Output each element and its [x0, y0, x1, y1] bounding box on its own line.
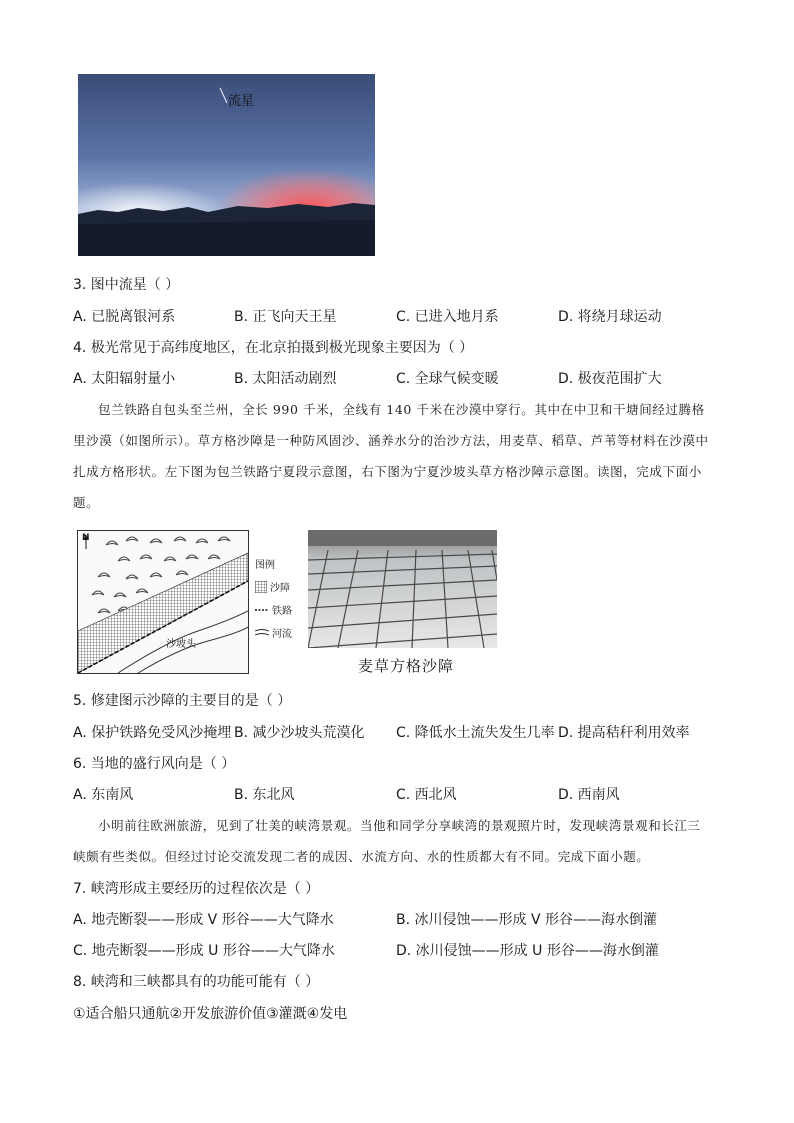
- q5-option-b[interactable]: B. 减少沙坡头荒漠化: [234, 725, 365, 741]
- question-5-stem: 5. 修建图示沙障的主要目的是（ ）: [73, 693, 292, 709]
- straw-barrier-caption: 麦草方格沙障: [358, 657, 455, 675]
- q3-option-b[interactable]: B. 正飞向天王星: [234, 309, 337, 325]
- question-7-stem: 7. 峡湾形成主要经历的过程依次是（ ）: [73, 881, 320, 897]
- legend-row-railway: [255, 602, 305, 617]
- north-label: N: [82, 533, 90, 543]
- q3-option-d[interactable]: D. 将绕月球运动: [558, 309, 662, 325]
- question-6-stem: 6. 当地的盛行风向是（ ）: [73, 756, 236, 772]
- question-3-stem: 3. 图中流星（ ）: [73, 277, 180, 293]
- place-label-shapotou: 沙坡头: [166, 639, 196, 650]
- railway-map: [77, 530, 249, 674]
- legend-row-barrier: [255, 579, 305, 594]
- meteor-label: 流星: [228, 94, 255, 109]
- legend-barrier-label: 沙障: [270, 583, 290, 594]
- passage-railway: 包兰铁路自包头至兰州，全长 990 千米，全线有 140 千米在沙漠中穿行。其中在中卫和干塘间经过腾格里沙漠（如图所示）。草方格沙障是一种防风固沙、涵养水分的治沙方法，用麦草、稻草、芦苇等材料在沙漠中扎成方格形状。左下图为包兰铁路宁夏段示意图，右下图为宁夏沙坡头草方格沙障示意图。读图，完成下面小题。: [73, 402, 709, 510]
- q3-option-a[interactable]: A. 已脱离银河系: [73, 309, 176, 325]
- question-8-stem: 8. 峡湾和三峡都具有的功能可能有（ ）: [73, 974, 320, 990]
- q4-option-a[interactable]: A. 太阳辐射量小: [73, 371, 176, 387]
- q7-option-a[interactable]: A. 地壳断裂——形成 V 形谷——大气降水: [73, 912, 334, 928]
- meteor-photo: [78, 74, 375, 256]
- q3-option-c[interactable]: C. 已进入地月系: [396, 309, 499, 325]
- meteor-aurora-image: [78, 74, 375, 256]
- q7-option-c[interactable]: C. 地壳断裂——形成 U 形谷——大气降水: [73, 943, 335, 959]
- q4-option-b[interactable]: B. 太阳活动剧烈: [234, 371, 337, 387]
- map-legend: [255, 556, 305, 640]
- q7-option-d[interactable]: D. 冰川侵蚀——形成 U 形谷——海水倒灌: [396, 943, 659, 959]
- q5-option-c[interactable]: C. 降低水土流失发生几率: [396, 725, 555, 741]
- straw-grid-image: [308, 530, 497, 648]
- q6-option-d[interactable]: D. 西南风: [558, 787, 620, 803]
- q6-option-b[interactable]: B. 东北风: [234, 787, 295, 803]
- q8-choices: ①适合船只通航②开发旅游价值③灌溉④发电: [73, 1006, 348, 1022]
- q4-option-d[interactable]: D. 极夜范围扩大: [558, 371, 662, 387]
- railway-map-drawing: [78, 531, 248, 673]
- sand-barrier-swatch-icon: [255, 581, 267, 593]
- legend-title: 图例: [255, 560, 275, 571]
- legend-row-river: [255, 625, 305, 640]
- river-line-icon: [255, 628, 269, 638]
- q5-option-a[interactable]: A. 保护铁路免受风沙掩埋: [73, 725, 232, 741]
- q4-option-c[interactable]: C. 全球气候变暖: [396, 371, 499, 387]
- q6-option-c[interactable]: C. 西北风: [396, 787, 457, 803]
- q7-option-b[interactable]: B. 冰川侵蚀——形成 V 形谷——海水倒灌: [396, 912, 657, 928]
- question-4-stem: 4. 极光常见于高纬度地区，在北京拍摄到极光现象主要因为（ ）: [73, 340, 474, 356]
- legend-railway-label: 铁路: [272, 606, 292, 617]
- railway-line-icon: [255, 607, 269, 613]
- q5-option-d[interactable]: D. 提高秸秆利用效率: [558, 725, 690, 741]
- straw-barrier-photo: [308, 530, 497, 648]
- passage-fjord: 小明前往欧洲旅游，见到了壮美的峡湾景观。当他和同学分享峡湾的景观照片时，发现峡湾景观和长江三峡颇有些类似。但经过讨论交流发现二者的成因、水流方向、水的性质都大有不同。完成下面小题。: [73, 818, 701, 864]
- q6-option-a[interactable]: A. 东南风: [73, 787, 134, 803]
- legend-river-label: 河流: [272, 629, 292, 640]
